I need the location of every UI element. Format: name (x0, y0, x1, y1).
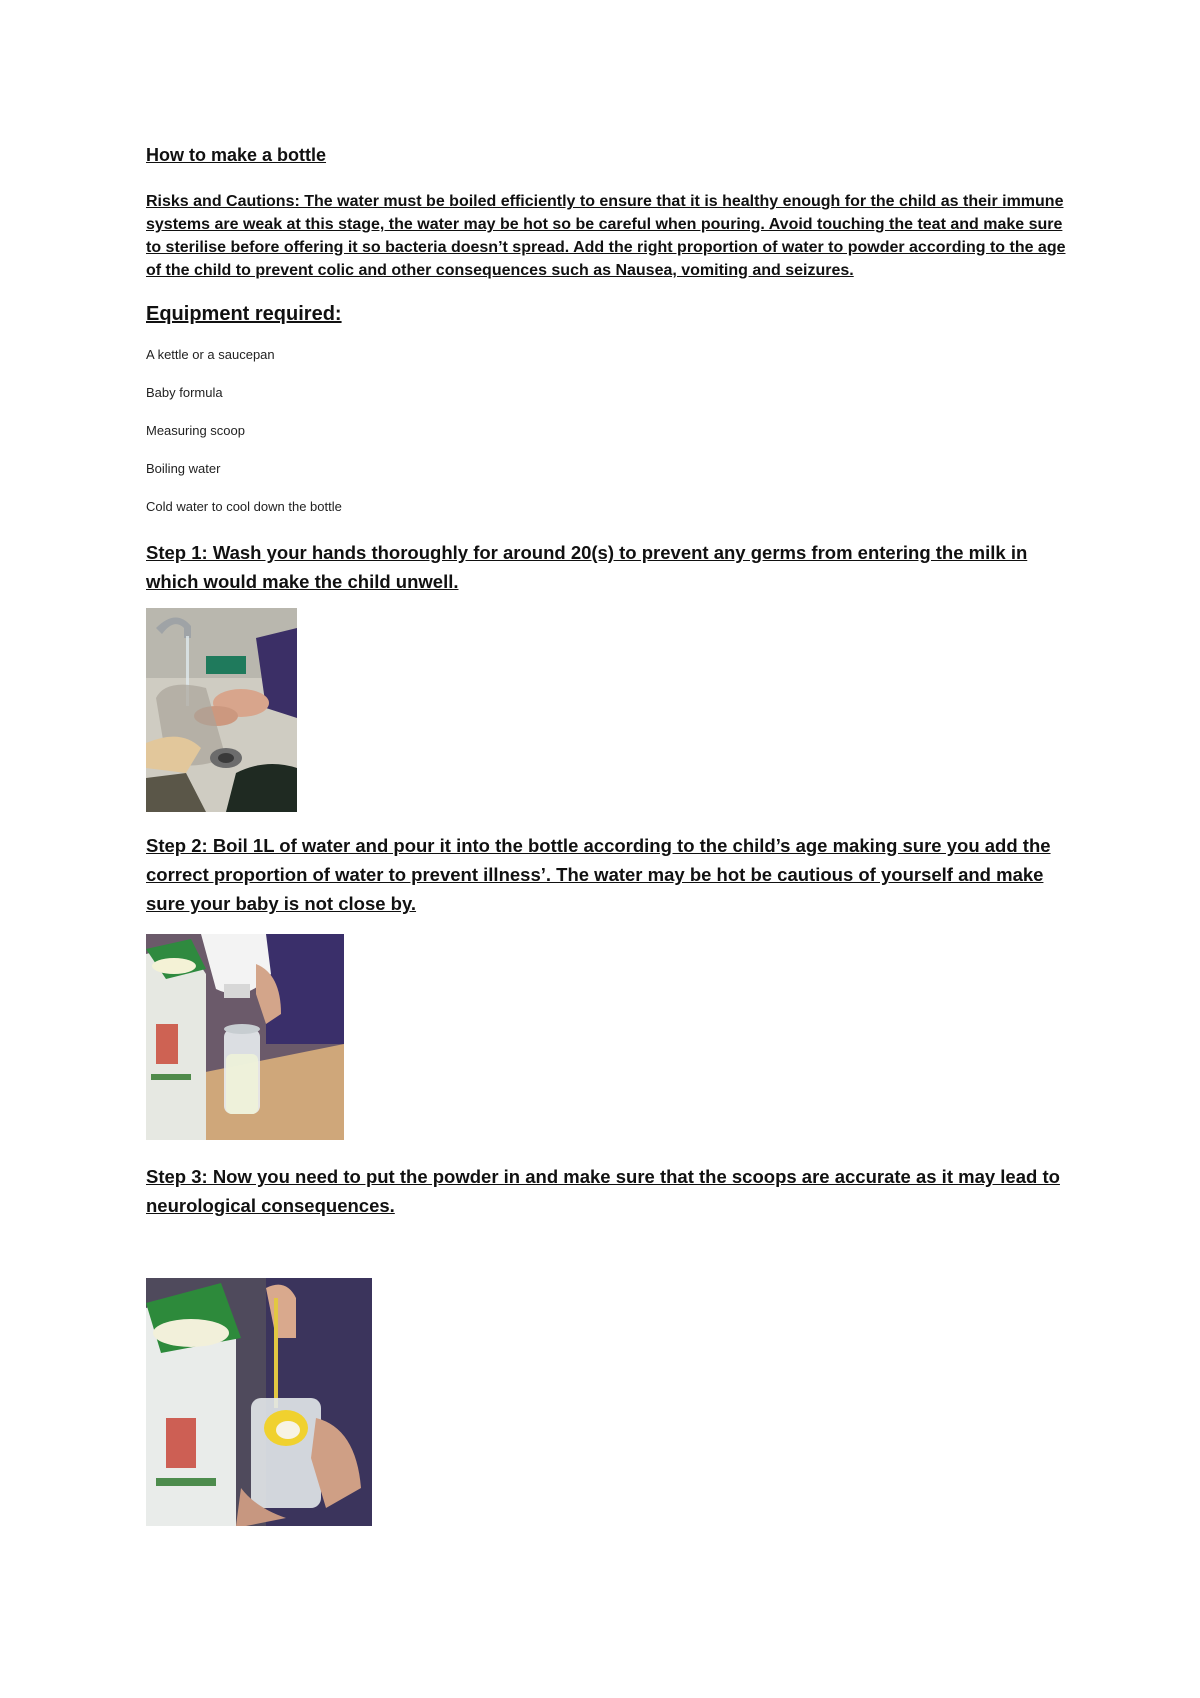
step-2-text: Step 2: Boil 1L of water and pour it into the bottle according to the child’s age making sure you add the correct proportion of water to prevent illness’. The water may be hot be cautious of yourself and make sure your baby is not close by. (146, 835, 1051, 914)
equipment-item-formula: Baby formula (146, 385, 223, 400)
photo-adding-powder (146, 1278, 372, 1526)
equipment-item-scoop: Measuring scoop (146, 423, 245, 438)
risks-and-cautions: Risks and Cautions: The water must be boiled efficiently to ensure that it is healthy enough for the child as their immune systems are weak at this stage, the water may be hot so be careful when pouring. Avoid touching the teat and make sure to sterilise before offering it so bacteria doesn’t spread. Add the right proportion of water to powder according to the age of the child to prevent colic and other consequences such as Nausea, vomiting and seizures. (146, 193, 1066, 279)
equipment-list (146, 346, 342, 536)
equipment-heading: Equipment required: (146, 303, 342, 325)
document-title: How to make a bottle (146, 145, 327, 165)
photo-washing-hands (146, 608, 297, 812)
step-3-text: Step 3: Now you need to put the powder in and make sure that the scoops are accurate as it may lead to neurological consequences. (146, 1166, 1060, 1216)
equipment-item-kettle: A kettle or a saucepan (146, 347, 275, 362)
step-1-text: Step 1: Wash your hands thoroughly for around 20(s) to prevent any germs from entering the milk in which would make the child unwell. (146, 542, 1028, 592)
photo-pouring-water (146, 934, 344, 1140)
equipment-item-cold-water: Cold water to cool down the bottle (146, 499, 342, 514)
equipment-item-boiling-water: Boiling water (146, 461, 221, 476)
